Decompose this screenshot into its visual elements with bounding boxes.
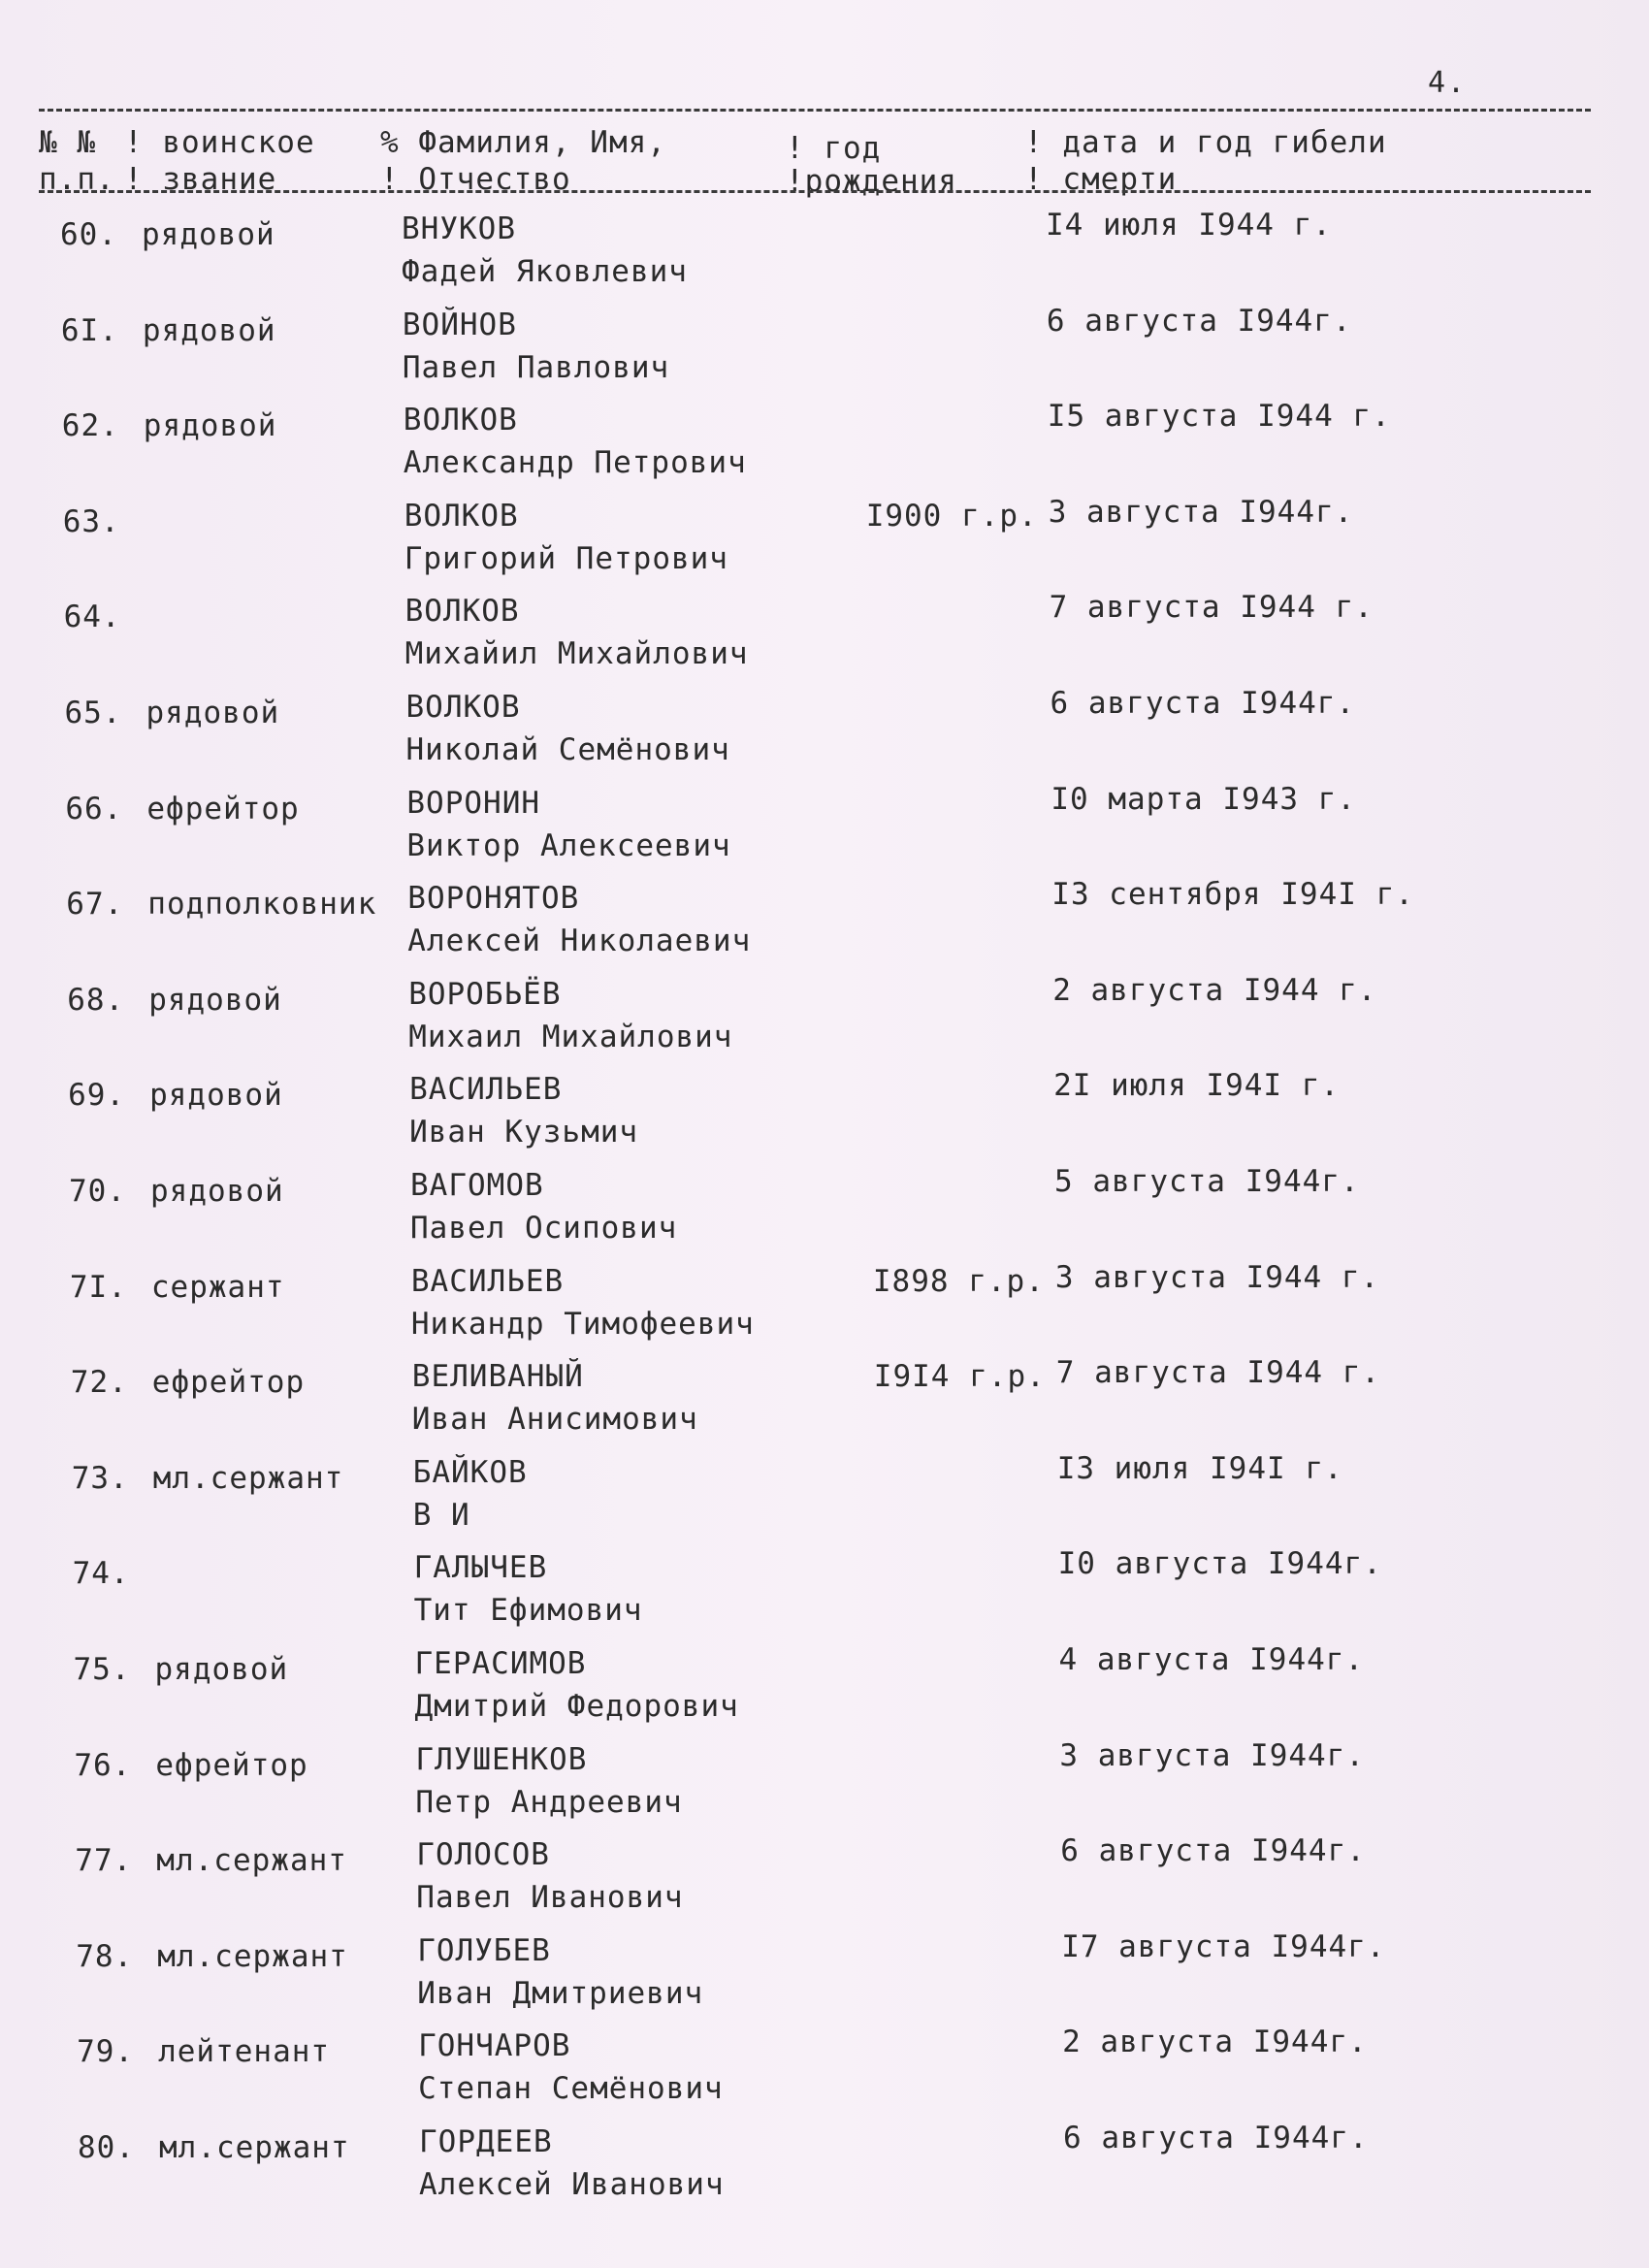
record-number: 60. [60,217,117,252]
record-given-name: Дмитрий Федорович [414,1689,739,1724]
record-number: 7I. [69,1269,127,1305]
record-death-date: 4 августа I944г. [1058,1642,1365,1677]
record-given-name: Александр Петрович [403,445,747,481]
record-number: 79. [77,2034,135,2070]
record-surname: ВЕЛИВАНЫЙ [411,1359,584,1395]
record-number: 63. [62,503,120,539]
record-rank: рядовой [148,982,282,1018]
header-death-2: ! смерти [1024,162,1178,197]
table-row [0,1833,1649,1934]
table-row [0,1068,1649,1169]
table-row [0,1450,1649,1552]
table-row [0,208,1649,308]
record-rank: рядовой [150,1174,284,1209]
record-given-name: Тит Ефимович [413,1593,643,1629]
header-name-1: % Фамилия, Имя, [380,125,666,160]
record-rank: рядовой [149,1078,283,1114]
record-number: 66. [65,791,123,826]
table-row [0,781,1649,883]
record-given-name: Михаил Михайлович [408,1019,733,1054]
record-death-date: 7 августа I944 г. [1055,1355,1381,1391]
record-number: 74. [72,1556,130,1592]
record-given-name: Григорий Петрович [404,540,728,576]
record-rank: лейтенант [158,2034,331,2070]
page-number: 4. [1428,66,1468,100]
record-surname: ВОЙНОВ [402,307,517,342]
record-number: 67. [66,887,124,923]
record-surname: ВОРОНЯТОВ [407,881,580,917]
record-given-name: Фадей Яковлевич [402,254,688,289]
record-death-date: 6 августа I944г. [1060,1833,1366,1869]
record-rank: ефрейтор [151,1365,306,1401]
table-row [0,972,1649,1074]
header-num-1: № № [39,125,96,160]
record-death-date: 3 августа I944 г. [1054,1259,1380,1295]
record-surname: ГАЛЫЧЕВ [413,1550,548,1586]
table-row [0,1642,1649,1743]
record-surname: ВНУКОВ [402,211,516,246]
record-given-name: Виктор Алексеевич [406,827,731,863]
header-death-1: ! дата и год гибели [1024,125,1387,160]
record-rank: ефрейтор [146,791,300,826]
table-row [0,1928,1649,2030]
header-rank-1: ! воинское [124,125,315,160]
header-birth-1: ! год [786,131,882,166]
record-number: 80. [78,2130,135,2165]
record-birth-year: I9I4 г.р. [873,1359,1046,1395]
record-death-date: 6 августа I944г. [1063,2121,1369,2155]
record-death-date: 6 августа I944г. [1050,686,1356,721]
record-given-name: Алексей Иванович [419,2167,725,2202]
record-rank: мл.сержант [156,1843,347,1879]
record-surname: ВАСИЛЬЕВ [410,1263,565,1299]
record-death-date: 7 августа I944 г. [1049,590,1374,626]
header-top-rule [39,109,1591,112]
header-rank-2: ! звание [124,162,277,197]
table-row [0,399,1649,500]
header-birth-2: !рождения [786,164,957,199]
record-given-name: Никандр Тимофеевич [410,1306,755,1342]
record-death-date: I0 марта I943 г. [1051,781,1357,817]
record-surname: ГОЛУБЕВ [417,1932,551,1968]
record-number: 6I. [60,312,118,348]
record-death-date: I7 августа I944г. [1061,1928,1386,1964]
table-row [0,1164,1649,1265]
record-given-name: Иван Анисимович [411,1402,698,1438]
record-death-date: 2I июля I94I г. [1053,1068,1341,1104]
record-death-date: 5 августа I944г. [1054,1164,1360,1199]
record-death-date: I3 июля I94I г. [1056,1450,1343,1486]
record-death-date: I4 июля I944 г. [1046,208,1332,243]
record-rank: ефрейтор [155,1747,308,1783]
record-rank: мл.сержант [159,2130,350,2165]
record-given-name: В И [412,1497,470,1533]
record-rank: рядовой [142,312,276,348]
record-surname: ВОЛКОВ [405,690,521,725]
record-surname: ВОЛКОВ [404,594,520,630]
record-given-name: Алексей Николаевич [407,923,752,959]
record-surname: ВОЛКОВ [403,403,518,438]
record-death-date: 2 августа I944г. [1062,2025,1368,2060]
record-surname: ГЛУШЕНКОВ [415,1741,588,1777]
table-row [0,1355,1649,1456]
table-row [0,494,1649,596]
record-rank: подполковник [147,887,377,923]
record-rank: рядовой [146,696,280,730]
record-given-name: Иван Кузьмич [409,1115,639,1150]
record-surname: ВАСИЛЬЕВ [409,1072,563,1108]
record-surname: ВОРОБЬЁВ [408,976,562,1012]
record-rank: рядовой [154,1652,289,1687]
table-row [0,303,1649,405]
table-row [0,1259,1649,1361]
record-rank: мл.сержант [157,1938,348,1974]
record-surname: ВОРОНИН [406,785,541,821]
record-given-name: Павел Иванович [416,1880,684,1916]
record-birth-year: I900 г.р. [865,498,1038,534]
record-surname: ВОЛКОВ [404,498,519,534]
table-row [0,1546,1649,1647]
record-given-name: Павел Осипович [410,1211,678,1246]
record-given-name: Павел Павлович [402,349,670,385]
record-number: 78. [76,1938,134,1974]
record-number: 77. [75,1843,133,1879]
record-number: 72. [70,1365,128,1401]
table-row [0,1737,1649,1839]
table-row [0,686,1649,787]
record-number: 70. [69,1174,126,1209]
record-given-name: Степан Семёнович [418,2071,724,2107]
record-surname: ГОЛОСОВ [416,1837,550,1873]
record-number: 65. [64,696,122,730]
record-rank: мл.сержант [152,1460,344,1496]
record-surname: БАЙКОВ [412,1454,528,1490]
table-row [0,2121,1649,2221]
header-num-2: п.п. [39,162,115,197]
record-rank: сержант [150,1269,285,1305]
record-death-date: I3 сентября I94I г. [1051,877,1414,913]
table-row [0,590,1649,691]
record-death-date: 2 августа I944 г. [1052,972,1377,1008]
record-surname: ГОРДЕЕВ [419,2124,553,2159]
table-row [0,2025,1649,2125]
record-given-name: Николай Семёнович [405,732,730,767]
record-rank: рядовой [142,217,275,252]
record-number: 64. [63,599,121,635]
header-bottom-rule [39,190,1591,193]
record-number: 69. [68,1078,126,1114]
record-surname: ГЕРАСИМОВ [414,1646,587,1681]
record-number: 76. [74,1747,132,1783]
record-surname: ВАГОМОВ [410,1168,544,1203]
record-number: 62. [61,408,119,444]
table-row [0,877,1649,978]
record-number: 75. [73,1652,131,1687]
record-birth-year: I898 г.р. [872,1263,1045,1299]
record-given-name: Петр Андреевич [415,1784,683,1820]
record-rank: рядовой [143,408,277,444]
record-given-name: Иван Дмитриевич [417,1975,704,2011]
header-name-2: ! Отчество [380,162,571,197]
record-death-date: 3 августа I944г. [1059,1737,1366,1773]
record-death-date: I0 августа I944г. [1057,1546,1382,1582]
record-number: 73. [71,1460,129,1496]
record-death-date: I5 августа I944 г. [1047,399,1391,435]
record-surname: ГОНЧАРОВ [418,2028,571,2064]
record-number: 68. [67,982,125,1018]
record-given-name: Михайил Михайлович [404,636,749,672]
record-death-date: 6 августа I944г. [1046,303,1352,339]
record-death-date: 3 августа I944г. [1048,494,1354,530]
